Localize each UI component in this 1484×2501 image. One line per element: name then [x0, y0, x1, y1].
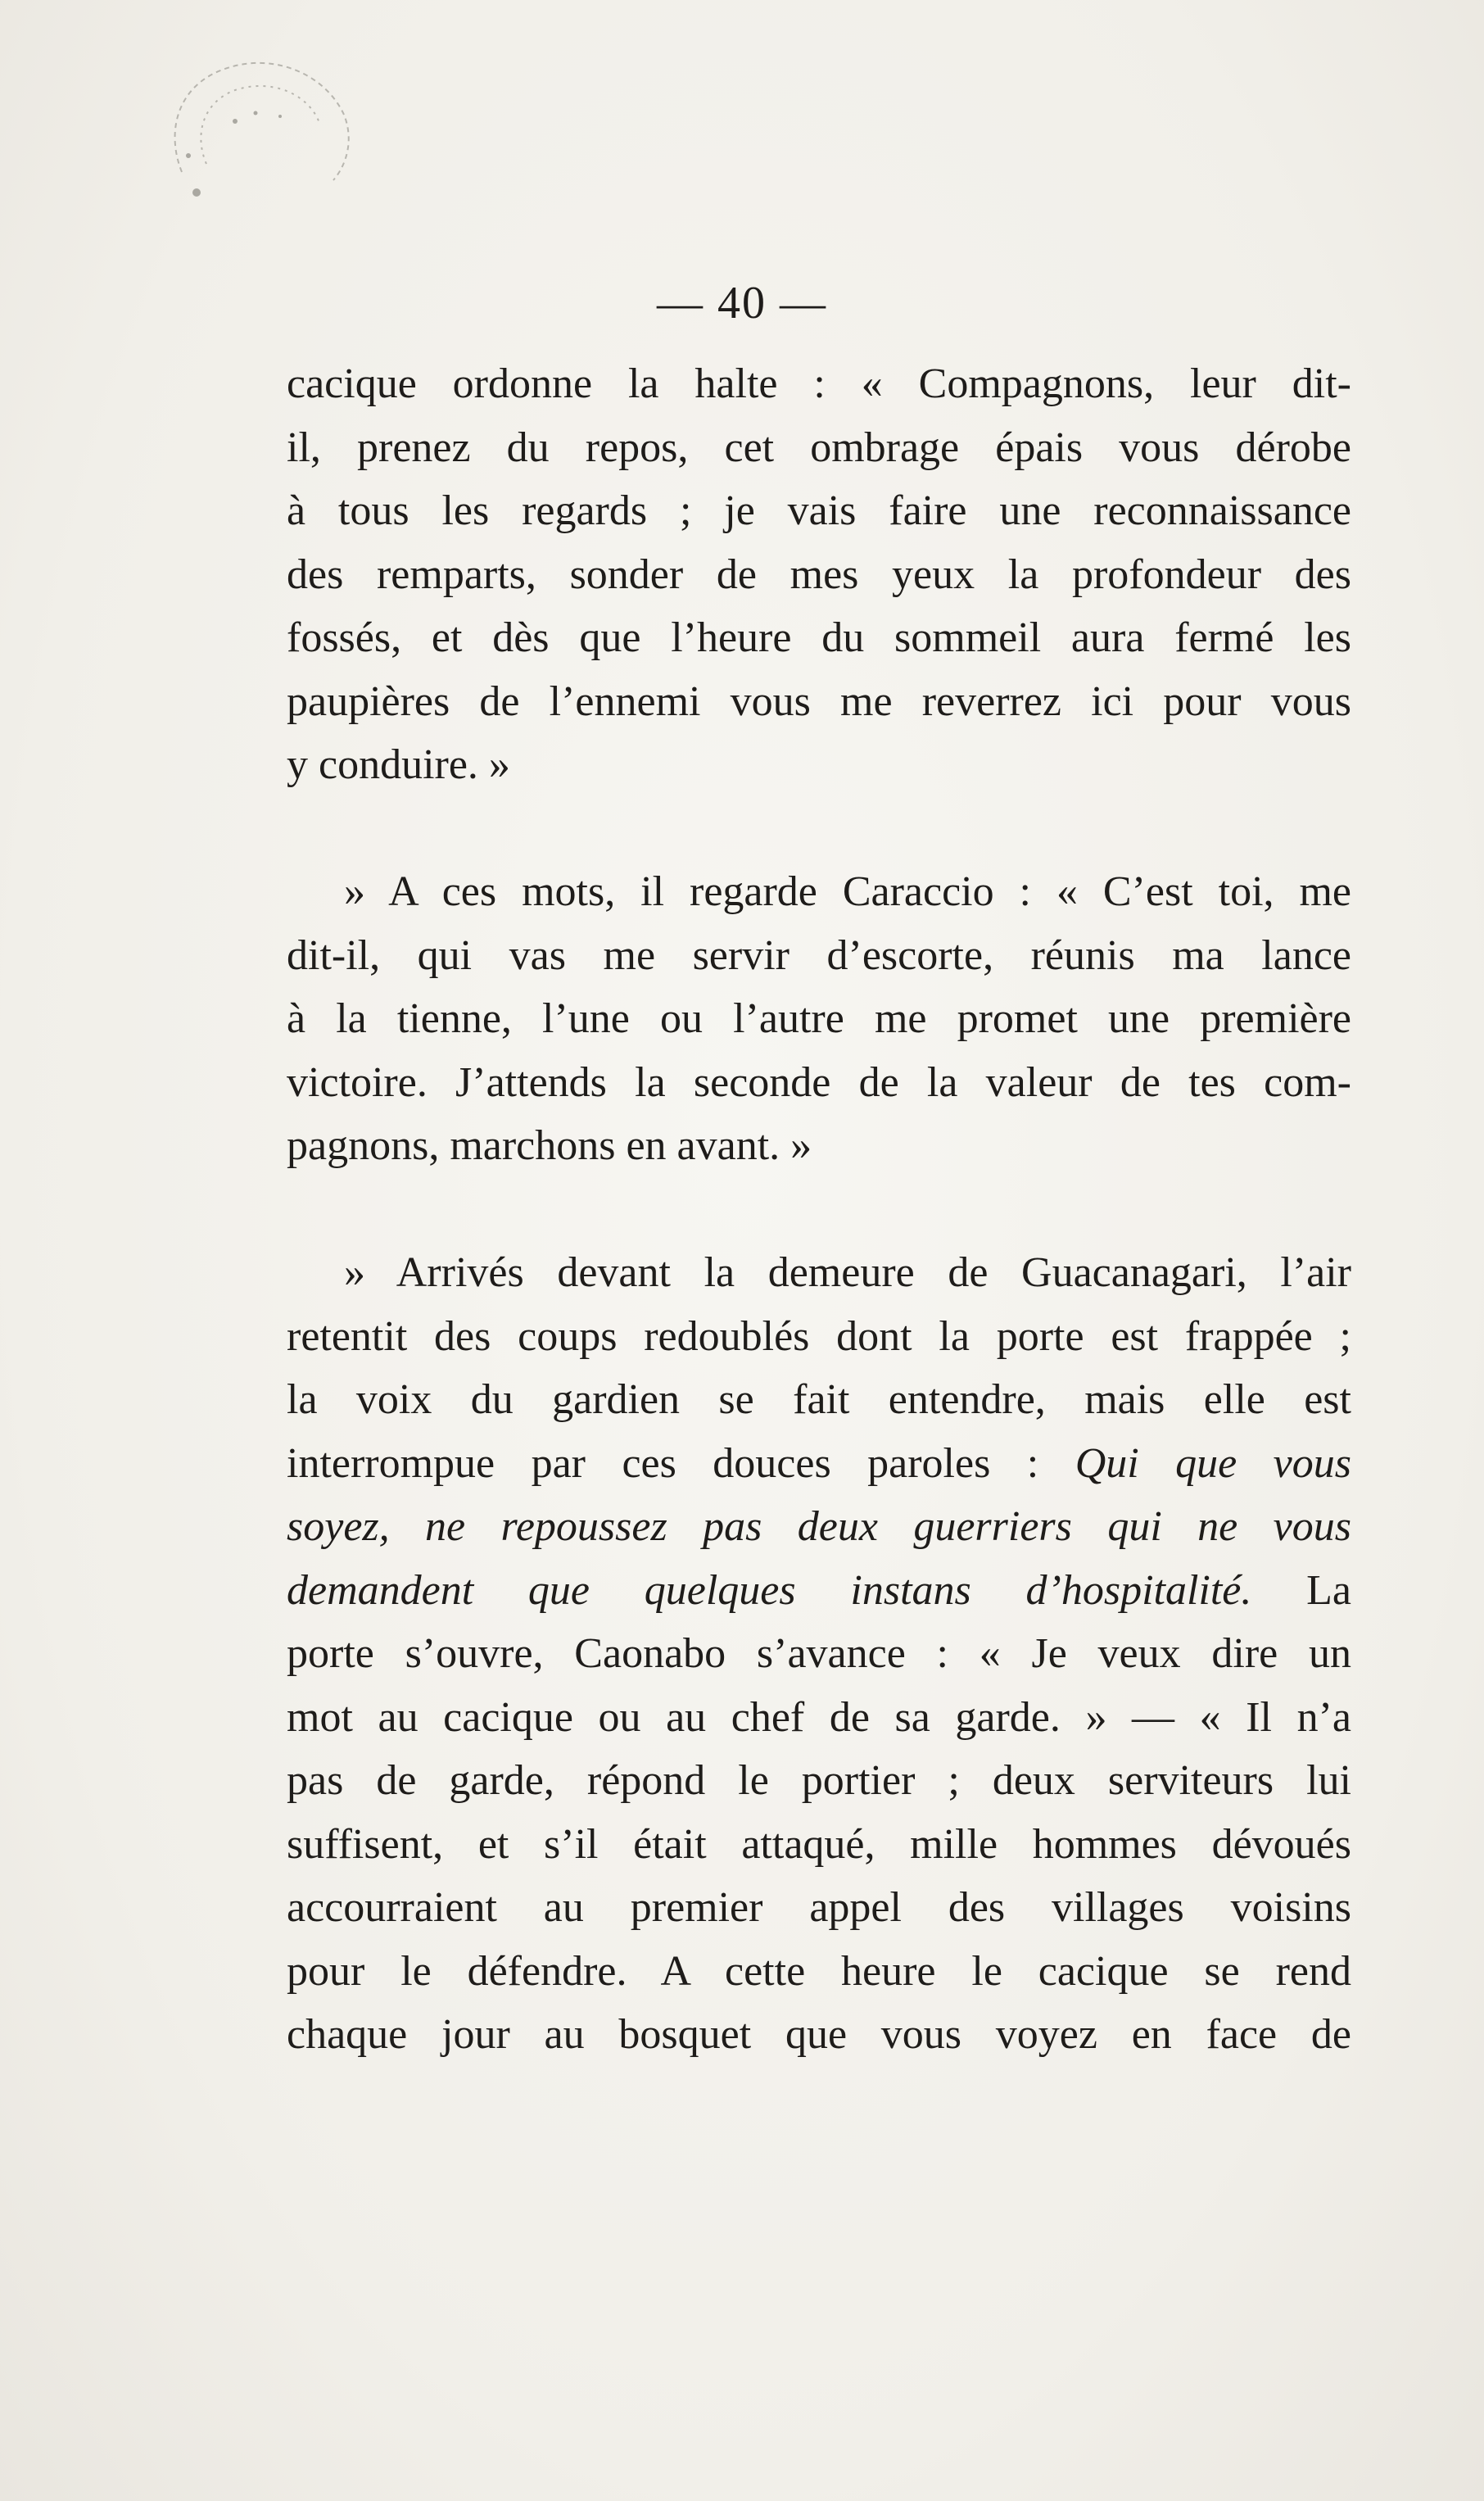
body-text — [287, 352, 1351, 2067]
text-line: chaque jour au bosquet que vous voyez en face de — [287, 2011, 1351, 2058]
text-line: à tous les regards ; je vais faire une reconnaissance — [287, 487, 1351, 534]
text-line: dit-il, qui vas me servir d’escorte, réunis ma lance — [287, 931, 1351, 979]
text-line: accourraient au premier appel des villages voisins — [287, 1884, 1351, 1931]
text-line: il, prenez du repos, cet ombrage épais vous dérobe — [287, 424, 1351, 471]
text-line: la voix du gardien se fait entendre, mais elle est — [287, 1376, 1351, 1423]
text-line: cacique ordonne la halte : « Compagnons, leur dit- — [287, 360, 1351, 407]
library-stamp-icon — [157, 41, 362, 213]
text-line: soyez, ne repoussez pas deux guerriers qui ne vous — [287, 1503, 1351, 1550]
text-line: pour le défendre. A cette heure le cacique se rend — [287, 1947, 1351, 1995]
text-line: paupières de l’ennemi vous me reverrez ici pour vous — [287, 677, 1351, 725]
text-line: victoire. J’attends la seconde de la valeur de tes com- — [287, 1058, 1351, 1106]
text-line: des remparts, sonder de mes yeux la profondeur des — [287, 550, 1351, 598]
text-line: pas de garde, répond le portier ; deux serviteurs lui — [287, 1757, 1351, 1804]
text-line: demandent que quelques instans d’hospitalité. La — [287, 1566, 1351, 1614]
text-line: à la tienne, l’une ou l’autre me promet une première — [287, 995, 1351, 1042]
text-line: retentit des coups redoublés dont la porte est frappée ; — [287, 1312, 1351, 1360]
text-line: mot au cacique ou au chef de sa garde. » — « Il n’a — [287, 1693, 1351, 1741]
paragraph-gap — [287, 1178, 1351, 1242]
text-line: » Arrivés devant la demeure de Guacanagari, l’air — [344, 1249, 1351, 1296]
text-line: y conduire. » — [287, 741, 510, 788]
text-line: fossés, et dès que l’heure du sommeil aura fermé les — [287, 614, 1351, 661]
text-line: porte s’ouvre, Caonabo s’avance : « Je veux dire un — [287, 1630, 1351, 1677]
paragraph-gap — [287, 797, 1351, 861]
text-line: interrompue par ces douces paroles : Qui que vous — [287, 1439, 1351, 1487]
text-line: » A ces mots, il regarde Caraccio : « C’est toi, me — [344, 868, 1351, 915]
text-line: suffisent, et s’il était attaqué, mille hommes dévoués — [287, 1820, 1351, 1868]
page-number: — 40 — — [657, 278, 827, 328]
text-line: pagnons, marchons en avant. » — [287, 1122, 812, 1169]
